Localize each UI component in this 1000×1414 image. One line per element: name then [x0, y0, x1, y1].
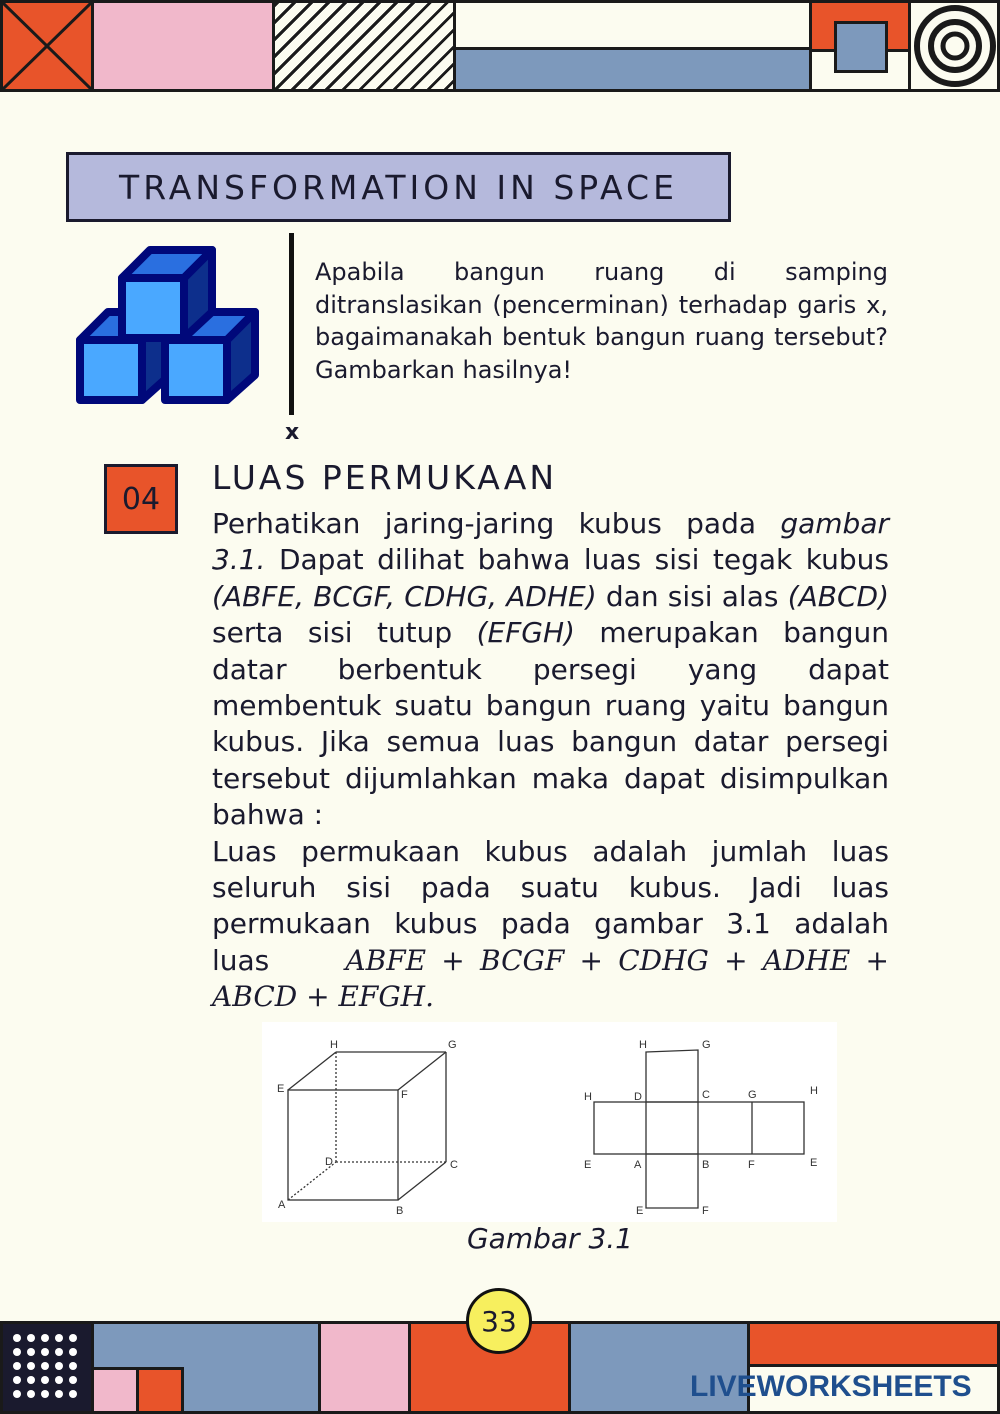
cube-label-g: G — [448, 1039, 457, 1051]
net-drawing — [594, 1050, 804, 1208]
cream-tile — [453, 0, 812, 50]
cube-label-f: F — [401, 1089, 408, 1101]
net-label-2: H — [584, 1091, 592, 1103]
net-label-9: B — [702, 1159, 710, 1171]
net-label-12: E — [636, 1205, 644, 1217]
cube-label-c: C — [450, 1159, 458, 1171]
net-label-10: F — [748, 1159, 755, 1171]
cube-labels — [277, 1039, 458, 1217]
paragraph-2: Luas permukaan kubus adalah jumlah luas seluruh sisi pada suatu kubus. Jadi luas permukaan kubus pada gambar 3.1 adalah luas ABFE + BCGF + CDHG + ADHE + ABCD + EFGH. — [212, 834, 889, 1014]
page-title: TRANSFORMATION IN SPACE — [66, 152, 731, 222]
section-body — [212, 506, 889, 1016]
section-number: 04 — [104, 464, 178, 534]
net-label-6: H — [810, 1085, 818, 1097]
cube-label-e: E — [277, 1083, 285, 1095]
net-label-5: G — [748, 1089, 757, 1101]
x-pattern-tile — [0, 0, 94, 92]
pink-small-tile — [91, 1367, 139, 1414]
square-tile — [809, 0, 911, 92]
orange-strip-tile — [747, 1321, 1000, 1367]
net-label-0: H — [639, 1039, 647, 1051]
cube-drawing — [288, 1052, 446, 1200]
net-label-8: A — [634, 1159, 642, 1171]
dot-grid-tile — [0, 1321, 94, 1414]
net-label-1: G — [702, 1039, 711, 1051]
figure-caption: Gambar 3.1 — [466, 1222, 633, 1255]
net-label-13: F — [702, 1205, 709, 1217]
cube-top — [122, 250, 212, 338]
blue-strip-tile — [453, 47, 812, 92]
stripe-tile — [272, 0, 456, 92]
section-title: LUAS PERMUKAAN — [212, 458, 558, 497]
cube-label-h: H — [330, 1039, 338, 1051]
net-label-3: D — [634, 1091, 642, 1103]
page-number: 33 — [466, 1288, 532, 1354]
orange-small-tile — [136, 1367, 184, 1414]
pink-tile-bottom — [318, 1321, 411, 1414]
question-text: Apabila bangun ruang di samping ditranslasikan (pencerminan) terhadap garis x, bagaimanakah bentuk bangun ruang tersebut? Gambarkan hasilnya! — [315, 258, 888, 384]
cube-label-a: A — [278, 1199, 286, 1211]
target-tile — [908, 0, 1000, 92]
figure-cube-and-net — [262, 1022, 837, 1222]
net-label-11: E — [810, 1157, 818, 1169]
paragraph-1: Perhatikan jaring-jaring kubus pada gambar 3.1. Dapat dilihat bahwa luas sisi tegak kubus (ABFE, BCGF, CDHG, ADHE) dan sisi alas (ABCD) serta sisi tutup (EFGH) merupakan bangun datar berbentuk persegi yang dapat membentuk suatu bangun ruang yaitu bangun kubus. Jika semua luas bangun datar persegi tersebut dijumlahkan maka dapat disimpulkan bahwa : — [212, 507, 890, 832]
cube-label-b: B — [396, 1205, 404, 1217]
pink-tile — [91, 0, 275, 92]
stacked-cubes-illustration — [70, 240, 270, 410]
surface-area-formula: ABFE + BCGF + CDHG + ADHE + ABCD + EFGH. — [212, 943, 889, 1014]
axis-label: x — [285, 420, 300, 445]
cube-label-d: D — [325, 1156, 333, 1168]
net-label-4: C — [702, 1089, 710, 1101]
cube-figure-svg — [262, 1022, 837, 1222]
mirror-axis-line — [289, 233, 294, 415]
net-labels — [584, 1039, 818, 1217]
net-label-7: E — [584, 1159, 592, 1171]
brand-logo: LIVEWORKSHEETS — [690, 1370, 972, 1403]
